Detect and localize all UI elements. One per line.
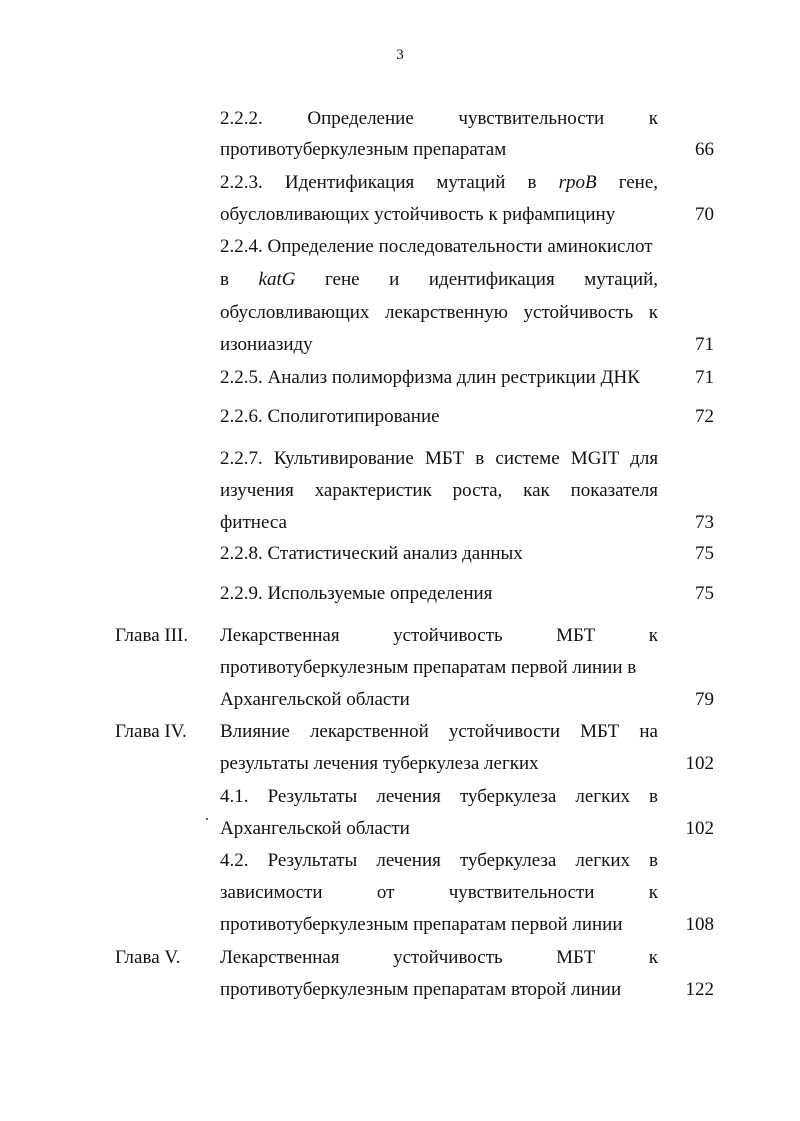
word: изучения [220,480,294,501]
word: в [527,172,537,193]
word: устойчивость [523,302,634,323]
word: чувствительности [458,108,605,129]
word: MGIT [570,448,620,469]
word: 4.2. [220,850,249,871]
toc-page-number: 75 [695,583,714,604]
word: гене, [618,172,659,193]
word: в [649,786,659,807]
toc-entry-title-line-1 [220,107,658,131]
word: и [389,269,400,290]
word: в [649,850,659,871]
toc-entry-title-line-3: Архангельской области [220,689,410,710]
word: устойчивость [393,947,503,968]
word: обусловливающих [220,302,370,323]
word: к [648,882,659,903]
word: МБТ [556,625,596,646]
word: мутаций, [584,269,658,290]
word: лечения [376,786,441,807]
word: Результаты [267,786,358,807]
toc-page-number: 102 [685,753,714,774]
word: на [639,721,658,742]
word: системе [495,448,560,469]
toc-entry-title-line-2 [220,479,658,503]
toc-entry-title-line-2: обусловливающих устойчивость к рифампицину [220,204,616,225]
word: МБТ [424,448,465,469]
gene-name: katG [258,269,296,290]
toc-page-number: 73 [695,512,714,533]
word: устойчивости [448,721,560,742]
word: Лекарственная [220,625,340,646]
toc-page-number: 70 [695,204,714,225]
word: МБТ [580,721,620,742]
toc-page-number: 71 [695,367,714,388]
toc-page-number: 71 [695,334,714,355]
toc-entry-title-line-2: результаты лечения туберкулеза легких [220,753,539,774]
word: для [630,448,659,469]
word: Результаты [267,850,358,871]
word: гене [325,269,360,290]
scan-speck [206,818,208,820]
word: Влияние [220,721,290,742]
word: 2.2.3. [220,172,263,193]
toc-entry-title-line-1: 2.2.4. Определение последовательности аминокислот [220,236,653,257]
toc-page-number: 66 [695,139,714,160]
word: Культивирование [273,448,414,469]
word: к [648,302,659,323]
word: чувствительности [448,882,595,903]
page-number: 3 [396,47,404,63]
toc-entry-title-line-2 [220,881,658,905]
toc-entry-title-line-2: противотуберкулезным препаратам [220,139,507,160]
word: характеристик [314,480,432,501]
toc-page-number: 102 [685,818,714,839]
word: туберкулеза [459,850,557,871]
word: 2.2.7. [220,448,263,469]
toc-entry-title-line-3: противотуберкулезным препаратам первой линии [220,914,623,935]
word: Определение [307,108,414,129]
word: МБТ [556,947,596,968]
toc-entry-title: 2.2.6. Сполиготипирование [220,406,440,427]
word: в [220,269,229,290]
word: от [376,882,395,903]
word: зависимости [220,882,323,903]
word: к [648,947,659,968]
toc-entry-title-line-1 [220,171,658,195]
toc-entry-title-line-3 [220,301,658,325]
word: легких [575,786,630,807]
toc-entry-title-line-1 [220,785,658,809]
word: мутаций [436,172,506,193]
word: лекарственной [309,721,429,742]
word: 4.1. [220,786,249,807]
word: показателя [570,480,659,501]
word: Идентификация [284,172,415,193]
toc-page-number: 79 [695,689,714,710]
toc-entry-title-line-4: изониазиду [220,334,313,355]
word: как [523,480,550,501]
word: легких [575,850,630,871]
toc-entry-title-line-1 [220,849,658,873]
word: к [648,108,658,129]
toc-entry-title-line-2: Архангельской области [220,818,410,839]
toc-entry-title-line-2 [220,268,658,292]
toc-entry-title-line-1 [220,946,658,970]
toc-page-number: 72 [695,406,714,427]
toc-entry-title: 2.2.9. Используемые определения [220,583,493,604]
toc-entry-title-line-3: фитнеса [220,512,287,533]
toc-page-number: 75 [695,543,714,564]
word: лечения [376,850,441,871]
word: к [648,625,659,646]
toc-entry-title-line-1 [220,720,658,744]
word: лекарственную [385,302,508,323]
word: в [475,448,485,469]
word: 2.2.2. [220,108,263,129]
chapter-label: Глава III. [115,625,189,646]
word: идентификация [428,269,555,290]
word: туберкулеза [459,786,557,807]
word: Лекарственная [220,947,340,968]
word: устойчивость [393,625,503,646]
gene-name: rpoB [558,172,597,193]
toc-entry-title: 2.2.5. Анализ полиморфизма длин рестрикции ДНК [220,367,640,388]
toc-entry-title-line-2: противотуберкулезным препаратам первой линии в [220,657,637,678]
toc-page-number: 108 [685,914,714,935]
chapter-label: Глава IV. [115,721,187,742]
toc-entry-title: 2.2.8. Статистический анализ данных [220,543,523,564]
toc-entry-title-line-1 [220,447,658,471]
chapter-label: Глава V. [115,947,181,968]
toc-entry-title-line-2: противотуберкулезным препаратам второй линии [220,979,622,1000]
word: роста, [452,480,503,501]
toc-entry-title-line-1 [220,624,658,648]
toc-page-number: 122 [685,979,714,1000]
